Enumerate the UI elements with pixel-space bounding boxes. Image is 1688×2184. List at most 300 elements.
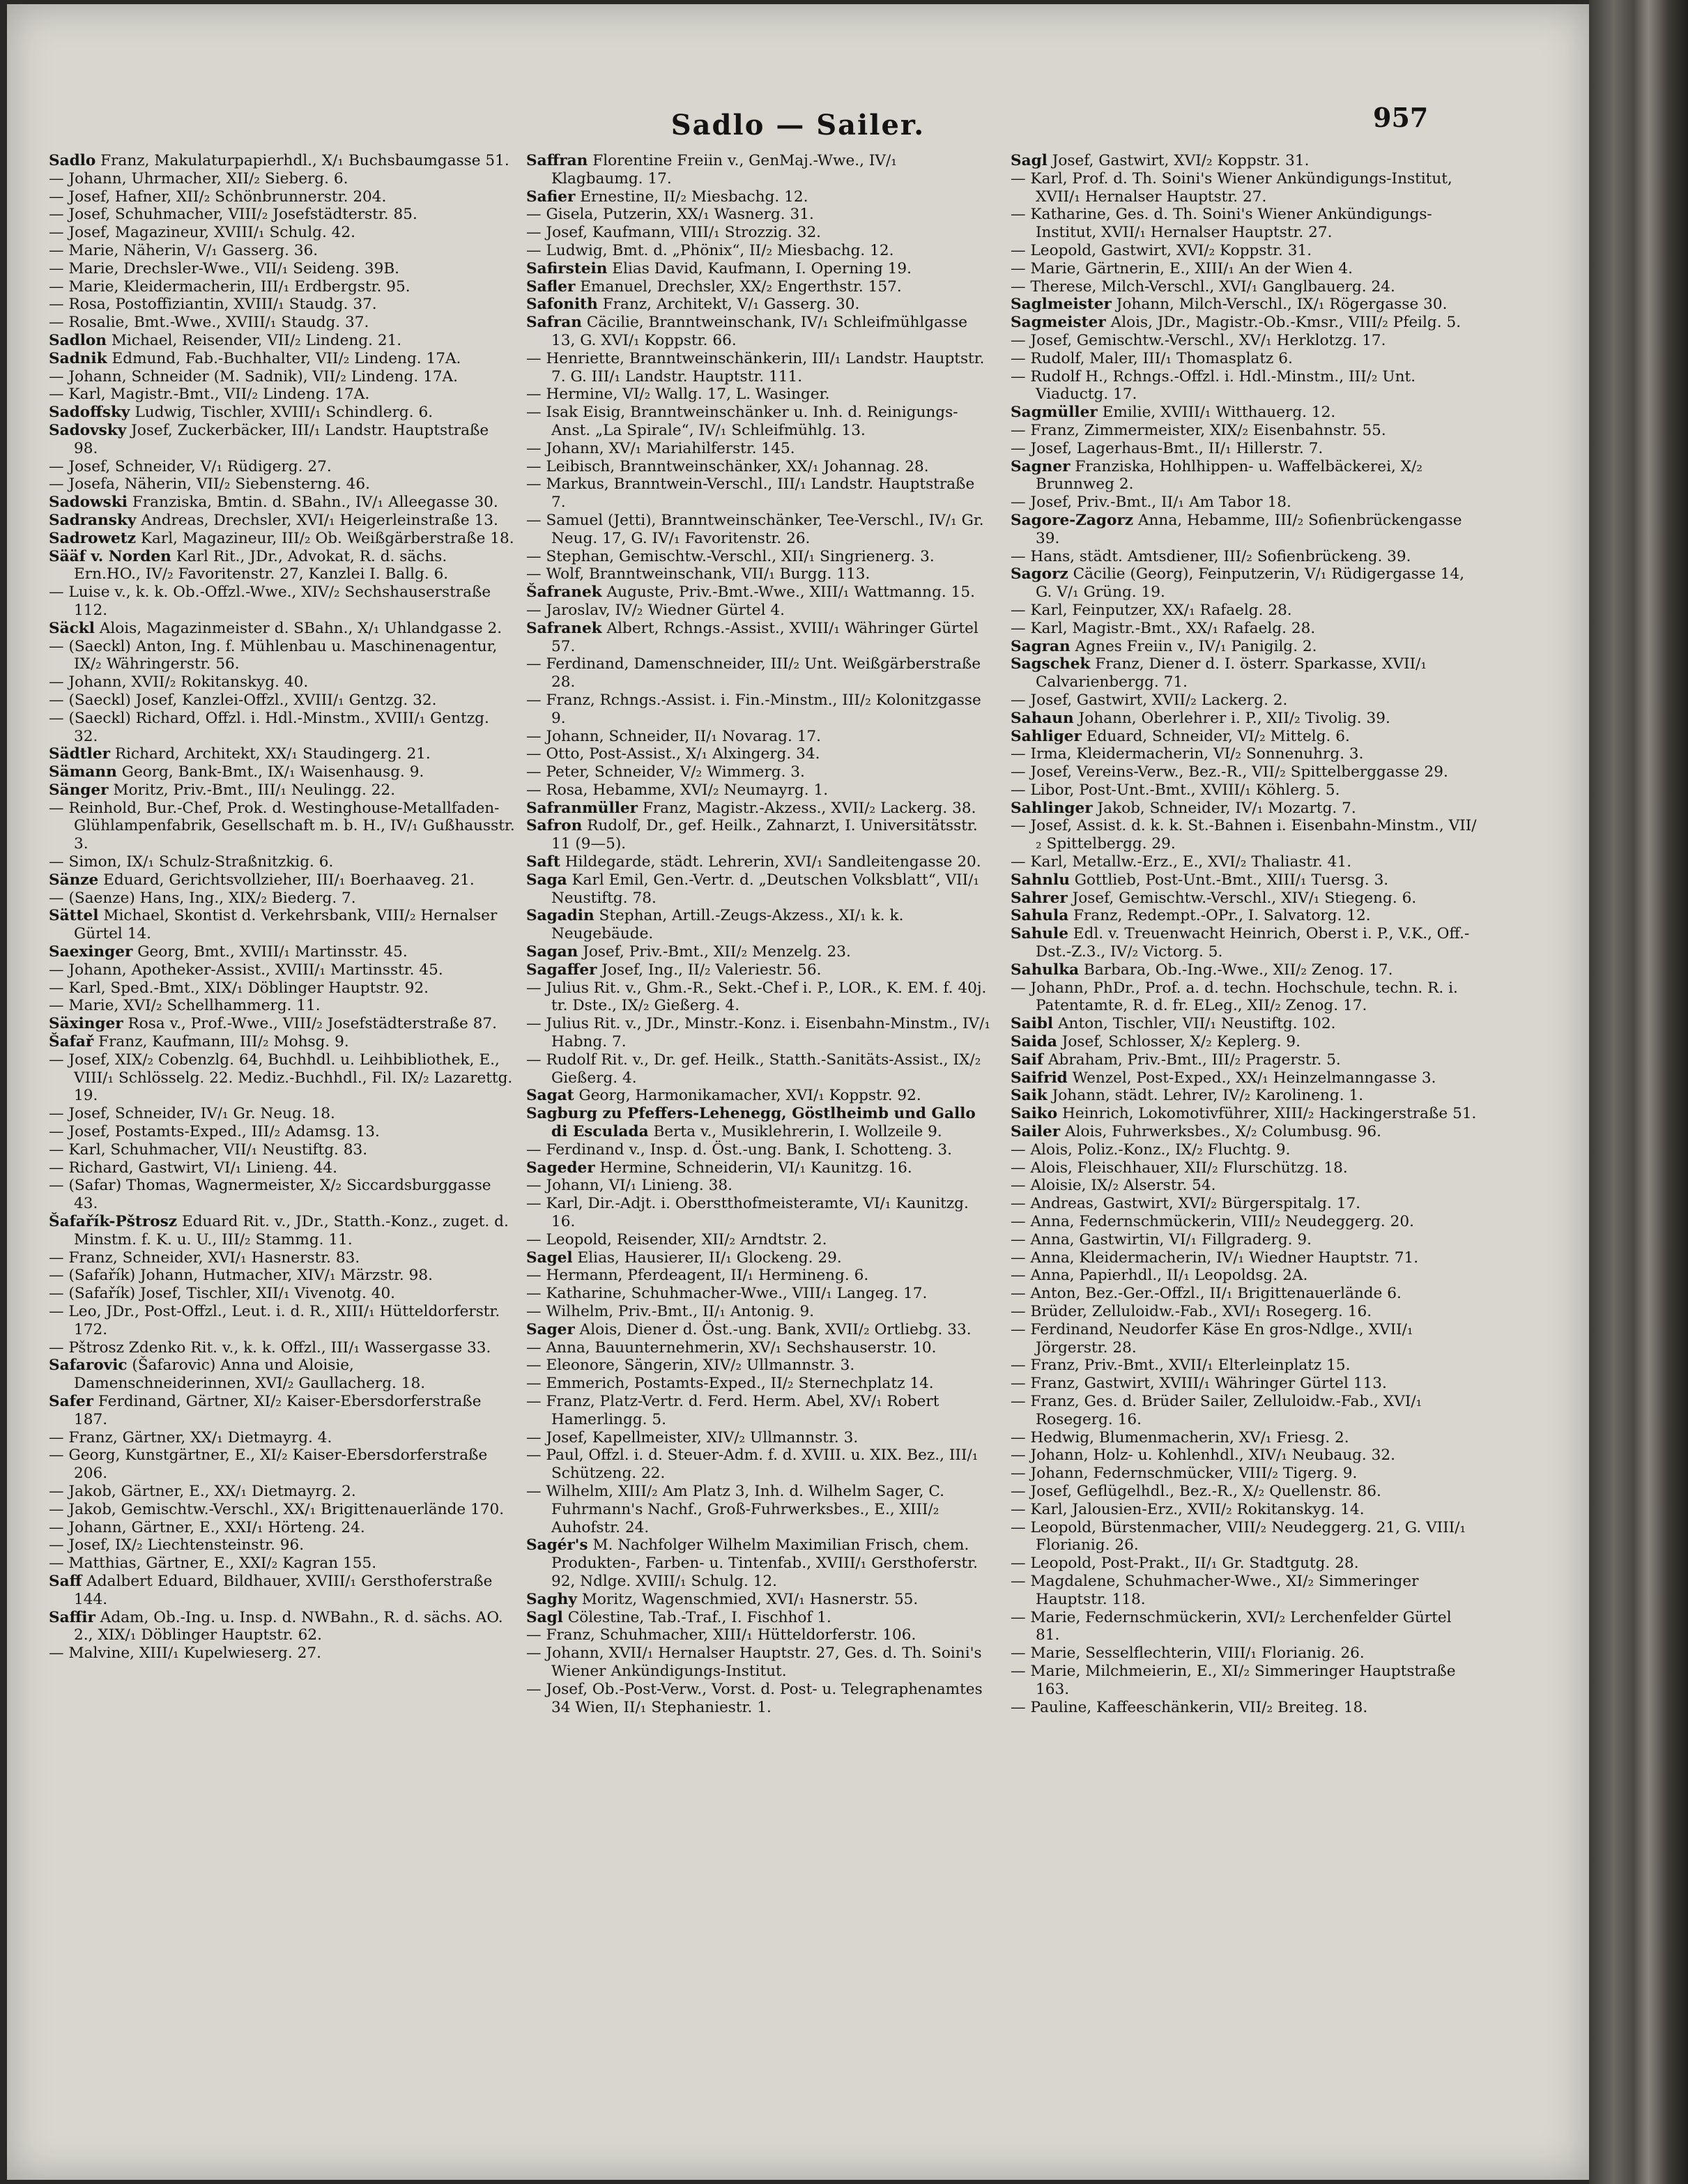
entry-details: Josef, Priv.-Bmt., XII/₂ Menzelg. 23.: [578, 943, 851, 961]
directory-entry: [526, 1644, 993, 1681]
directory-entry: [1011, 1644, 1478, 1663]
entry-surname: Sadowski: [49, 494, 128, 512]
directory-entry: [49, 1285, 516, 1303]
entry-details: — Karl, Magistr.-Bmt., VII/₂ Lindeng. 17A.: [49, 385, 370, 404]
directory-entry: [526, 728, 993, 746]
entry-details: — Wilhelm, Priv.-Bmt., II/₁ Antonig. 9.: [526, 1303, 815, 1320]
entry-surname: Sahula: [1011, 907, 1069, 925]
entry-details: — Franz, Ges. d. Brüder Sailer, Zelluloidw.-Fab., XVI/₁ Rosegerg. 16.: [1011, 1392, 1422, 1428]
directory-entry: [526, 943, 993, 961]
entry-details: — Gisela, Putzerin, XX/₁ Wasnerg. 31.: [526, 206, 814, 224]
directory-entry: [1011, 925, 1478, 961]
directory-entry: [526, 1591, 993, 1609]
directory-entry: [49, 170, 516, 188]
directory-entry: [1011, 440, 1478, 458]
entry-details: Franziska, Hohlhippen- u. Waffelbäckerei, X/₂ Brunnweg 2.: [1036, 457, 1423, 494]
directory-entry: [526, 781, 993, 800]
directory-entry: [49, 475, 516, 494]
entry-details: Anna, Hebamme, III/₂ Sofienbrückengasse 39.: [1036, 511, 1462, 547]
directory-entry: [1011, 979, 1478, 1016]
entry-surname: Saexinger: [49, 943, 133, 961]
entry-surname: Saifrid: [1011, 1069, 1068, 1087]
directory-page: [7, 4, 1589, 2180]
directory-entry: [49, 1555, 516, 1573]
entry-details: — Josef, Magazineur, XVIII/₁ Schulg. 42.: [49, 224, 356, 242]
entry-details: (Šafarovic) Anna und Aloisie, Damenschneiderinnen, XVI/₂ Gaullacherg. 18.: [74, 1357, 426, 1393]
entry-surname: Säxinger: [49, 1015, 123, 1033]
directory-entry: [49, 512, 516, 530]
entry-details: Stephan, Artill.-Zeugs-Akzess., XI/₁ k. k. Neugebäude.: [551, 907, 904, 943]
directory-entry: [49, 1267, 516, 1285]
entry-surname: Säckl: [49, 619, 95, 637]
entry-details: — Stephan, Gemischtw.-Verschl., XII/₁ Singrienerg. 3.: [526, 547, 935, 565]
entry-details: Adam, Ob.-Ing. u. Insp. d. NWBahn., R. d. sächs. AO. 2., XIX/₁ Döblinger Hauptstr. 62.: [74, 1608, 503, 1644]
entry-details: — Luise v., k. k. Ob.-Offzl.-Wwe., XIV/₂ Sechshauserstraße 112.: [49, 583, 491, 619]
entry-surname: Sääf v. Norden: [49, 547, 171, 565]
entry-surname: Sahule: [1011, 925, 1068, 943]
directory-entry: [1011, 170, 1478, 206]
directory-entry: [49, 1213, 516, 1249]
entry-details: — Anna, Gastwirtin, VI/₁ Fillgraderg. 9.: [1011, 1230, 1312, 1248]
directory-entry: [1011, 404, 1478, 422]
entry-details: — Johann, Schneider (M. Sadnik), VII/₂ Lindeng. 17A.: [49, 367, 459, 385]
entry-details: Ernestine, II/₂ Miesbachg. 12.: [575, 188, 808, 206]
directory-entry: [526, 853, 993, 871]
entry-details: Josef, Gastwirt, XVI/₂ Koppstr. 31.: [1047, 152, 1310, 169]
entry-details: — Georg, Kunstgärtner, E., XI/₂ Kaiser-Ebersdorferstraße 206.: [49, 1446, 488, 1483]
entry-surname: Sahrer: [1011, 889, 1068, 907]
entry-details: Karl Rit., JDr., Advokat, R. d. sächs. Ern.HO., IV/₂ Favoritenstr. 27, Kanzlei I. Ballg. 6.: [74, 547, 449, 583]
entry-details: — Jakob, Gemischtw.-Verschl., XX/₁ Brigittenauerlände 170.: [49, 1500, 505, 1518]
directory-entry: [49, 943, 516, 961]
entry-details: — Matthias, Gärtner, E., XXI/₂ Kagran 155.: [49, 1555, 377, 1573]
directory-entry: [1011, 152, 1478, 170]
directory-entry: [49, 692, 516, 710]
directory-entry: [49, 1609, 516, 1645]
directory-entry: [526, 763, 993, 781]
directory-entry: [49, 242, 516, 260]
entry-details: Andreas, Drechsler, XVI/₁ Heigerleinstraße 13.: [136, 511, 498, 529]
directory-entry: [526, 385, 993, 404]
directory-entry: [49, 1015, 516, 1033]
entry-details: — Karl, Prof. d. Th. Soini's Wiener Ankündigungs-Institut, XVII/₁ Hernalser Hauptstr. 27.: [1011, 169, 1452, 206]
entry-details: — Ferdinand, Damenschneider, III/₂ Unt. Weißgärberstraße 28.: [526, 655, 981, 692]
directory-entry: [526, 188, 993, 206]
entry-details: — Malvine, XIII/₁ Kupelwieserg. 27.: [49, 1644, 321, 1663]
entry-details: Georg, Bank-Bmt., IX/₁ Waisenhausg. 9.: [116, 763, 424, 781]
entry-details: — Irma, Kleidermacherin, VI/₂ Sonnenuhrg. 3.: [1011, 745, 1364, 763]
entry-details: — Josef, Kapellmeister, XIV/₂ Ullmannstr. 3.: [526, 1428, 859, 1446]
entry-details: — Emmerich, Postamts-Exped., II/₂ Sternechplatz 14.: [526, 1375, 934, 1393]
entry-details: — Johann, Schneider, II/₁ Novarag. 17.: [526, 727, 822, 745]
entry-details: — Johann, Apotheker-Assist., XVIII/₁ Martinsstr. 45.: [49, 961, 443, 979]
entry-details: Cäcilie (Georg), Feinputzerin, V/₁ Rüdigergasse 14, G. V/₁ Grüng. 19.: [1036, 565, 1465, 602]
entry-details: — Josef, Gastwirt, XVII/₂ Lackerg. 2.: [1011, 691, 1288, 709]
entry-details: Abraham, Priv.-Bmt., III/₂ Pragerstr. 5.: [1043, 1051, 1341, 1069]
entry-surname: Saiko: [1011, 1105, 1058, 1123]
directory-entry: [526, 314, 993, 350]
directory-entry: [1011, 1609, 1478, 1645]
entry-details: — Marie, XVI/₂ Schellhammerg. 11.: [49, 997, 321, 1015]
entry-details: Gottlieb, Post-Unt.-Bmt., XIII/₁ Tuersg. 3.: [1069, 871, 1389, 889]
entry-details: — Hermann, Pferdeagent, II/₁ Hermineng. 6.: [526, 1267, 869, 1285]
directory-entry: [526, 1339, 993, 1357]
entry-details: Alois, Fuhrwerksbes., X/₂ Columbusg. 96.: [1060, 1123, 1382, 1141]
entry-details: — Henriette, Branntweinschänkerin, III/₁ Landstr. Hauptstr. 7. G. III/₁ Landstr. Hauptstr. 111.: [526, 349, 985, 385]
directory-entry: [49, 260, 516, 278]
entry-details: — Leopold, Reisender, XII/₂ Arndtstr. 2.: [526, 1230, 827, 1248]
entry-details: — Karl, Jalousien-Erz., XVII/₂ Rokitanskyg. 14.: [1011, 1500, 1365, 1518]
entry-details: — Marie, Gärtnerin, E., XIII/₁ An der Wien 4.: [1011, 259, 1353, 277]
entry-details: — Eleonore, Sängerin, XIV/₂ Ullmannstr. 3.: [526, 1357, 855, 1375]
directory-entry: [49, 1429, 516, 1447]
directory-entry: [1011, 1519, 1478, 1555]
entry-surname: Saglmeister: [1011, 296, 1112, 314]
directory-entry: [1011, 1465, 1478, 1483]
entry-details: Eduard, Gerichtsvollzieher, III/₁ Boerhaaveg. 21.: [98, 871, 475, 889]
entry-surname: Safranmüller: [526, 799, 638, 817]
directory-entry: [49, 907, 516, 943]
entry-details: — Karl, Schuhmacher, VII/₁ Neustiftg. 83.: [49, 1140, 368, 1159]
directory-entry: [1011, 548, 1478, 566]
entry-details: — Franz, Priv.-Bmt., XVII/₁ Elterleinplatz 15.: [1011, 1357, 1351, 1375]
directory-entry: [1011, 655, 1478, 692]
entry-surname: Safonith: [526, 296, 598, 314]
directory-entry: [49, 1105, 516, 1123]
entry-surname: Saik: [1011, 1087, 1048, 1105]
entry-surname: Saft: [526, 853, 560, 871]
directory-entry: [49, 458, 516, 476]
directory-entry: [49, 1303, 516, 1339]
directory-entry: [49, 710, 516, 746]
entry-surname: Safron: [526, 817, 583, 835]
directory-entry: [526, 1446, 993, 1483]
directory-entry: [1011, 728, 1478, 746]
entry-details: Adalbert Eduard, Bildhauer, XVIII/₁ Gersthoferstraße 144.: [74, 1572, 493, 1608]
directory-entry: [1011, 1213, 1478, 1231]
entry-details: — Josef, Assist. d. k. k. St.-Bahnen i. Eisenbahn-Minstm., VII/₂ Spittelbergg. 29.: [1011, 817, 1477, 853]
directory-entry: [526, 1321, 993, 1339]
directory-entry: [1011, 1159, 1478, 1177]
directory-entry: [1011, 889, 1478, 908]
directory-entry: [49, 1357, 516, 1393]
directory-entry: [526, 1231, 993, 1249]
entry-details: — Josef, XIX/₂ Cobenzlg. 64, Buchhdl. u. Leihbibliothek, E., VIII/₁ Schlösselg. 22. Mediz.-Buchhdl., Fil. IX/₂ Lazarettg. 19.: [49, 1051, 513, 1105]
directory-entry: [49, 332, 516, 350]
directory-entry: [49, 1177, 516, 1213]
entry-surname: Šafranek: [526, 583, 602, 602]
entry-details: Karl Emil, Gen.-Vertr. d. „Deutschen Volksblatt“, VII/₁ Neustiftg. 78.: [551, 871, 980, 907]
directory-entry: [49, 494, 516, 512]
directory-entry: [1011, 1195, 1478, 1213]
directory-entry: [1011, 800, 1478, 818]
directory-entry: [49, 1483, 516, 1501]
directory-entry: [1011, 1141, 1478, 1159]
directory-entry: [1011, 602, 1478, 620]
directory-entry: [1011, 1321, 1478, 1357]
entry-details: Edmund, Fab.-Buchhalter, VII/₂ Lindeng. 17A.: [107, 349, 461, 367]
directory-entry: [526, 1105, 993, 1141]
entry-details: Karl, Magazineur, III/₂ Ob. Weißgärberstraße 18.: [136, 529, 514, 547]
directory-entry: [526, 1483, 993, 1536]
directory-entry: [526, 1429, 993, 1447]
entry-details: Cölestine, Tab.-Traf., I. Fischhof 1.: [562, 1608, 831, 1626]
entry-surname: Sageder: [526, 1159, 595, 1177]
directory-entry: [526, 350, 993, 386]
directory-entry: [1011, 242, 1478, 260]
directory-entry: [1011, 1123, 1478, 1141]
entry-details: Josef, Zuckerbäcker, III/₁ Landstr. Hauptstraße 98.: [74, 421, 489, 457]
entry-details: — Leopold, Gastwirt, XVI/₂ Koppstr. 31.: [1011, 241, 1312, 259]
directory-entry: [1011, 1393, 1478, 1429]
entry-details: — Anna, Kleidermacherin, IV/₁ Wiedner Hauptstr. 71.: [1011, 1248, 1419, 1267]
directory-entry: [526, 548, 993, 566]
entry-surname: Sadoffsky: [49, 404, 130, 422]
entry-surname: Safranek: [526, 619, 602, 637]
directory-entry: [49, 314, 516, 332]
entry-details: — Peter, Schneider, V/₂ Wimmerg. 3.: [526, 763, 805, 781]
entry-details: Elias David, Kaufmann, I. Operning 19.: [607, 259, 912, 277]
directory-entry: [49, 1123, 516, 1141]
entry-details: — Rosa, Postoffiziantin, XVIII/₁ Staudg. 37.: [49, 296, 377, 314]
entry-details: — (Safařík) Josef, Tischler, XII/₁ Vivenotg. 40.: [49, 1285, 396, 1303]
entry-details: Alois, Magazinmeister d. SBahn., X/₁ Uhlandgasse 2.: [94, 619, 502, 637]
directory-entry: [526, 1249, 993, 1267]
directory-entry: [526, 655, 993, 692]
directory-entry: [526, 907, 993, 943]
entry-surname: Saif: [1011, 1051, 1044, 1069]
directory-entry: [526, 692, 993, 728]
entry-details: — Josef, Gemischtw.-Verschl., XV/₁ Herklotzg. 17.: [1011, 331, 1386, 349]
directory-entry: [49, 763, 516, 781]
directory-entry: [526, 979, 993, 1016]
directory-entry: [526, 1375, 993, 1393]
directory-entry: [526, 458, 993, 476]
entry-surname: Saghy: [526, 1590, 577, 1608]
entry-details: — Josef, Hafner, XII/₂ Schönbrunnerstr. 204.: [49, 188, 387, 206]
directory-entry: [526, 1015, 993, 1051]
directory-entry: [1011, 278, 1478, 296]
directory-entry: [49, 1501, 516, 1519]
column-1: [49, 152, 516, 2139]
entry-details: — Jakob, Gärtner, E., XX/₁ Dietmayrg. 2.: [49, 1482, 356, 1500]
entry-details: — (Safařík) Johann, Hutmacher, XIV/₁ Märzstr. 98.: [49, 1267, 433, 1285]
entry-details: — Josef, IX/₂ Liechtensteinstr. 96.: [49, 1536, 305, 1555]
entry-details: — Brüder, Zelluloidw.-Fab., XVI/₁ Rosegerg. 16.: [1011, 1303, 1372, 1320]
directory-entry: [49, 350, 516, 368]
directory-entry: [49, 548, 516, 584]
directory-entry: [1011, 745, 1478, 763]
entry-details: Franz, Magistr.-Akzess., XVII/₂ Lackerg. 38.: [638, 799, 976, 817]
directory-entry: [526, 1393, 993, 1429]
directory-entry: [1011, 314, 1478, 332]
entry-details: — Johann, XVII/₁ Hernalser Hauptstr. 27, Ges. d. Th. Soini's Wiener Ankündigungs-Institut.: [526, 1644, 982, 1680]
directory-entry: [526, 296, 993, 314]
directory-entry: [49, 583, 516, 620]
directory-entry: [49, 889, 516, 908]
entry-details: Heinrich, Lokomotivführer, XIII/₂ Hackingerstraße 51.: [1057, 1105, 1477, 1123]
entry-details: — Karl, Dir.-Adjt. i. Oberstthofmeisteramte, VI/₁ Kaunitzg. 16.: [526, 1195, 969, 1231]
directory-entry: [49, 385, 516, 404]
directory-entry: [1011, 1267, 1478, 1285]
entry-details: Emanuel, Drechsler, XX/₂ Engerthstr. 157.: [575, 277, 902, 296]
directory-entry: [1011, 1087, 1478, 1105]
directory-entry: [49, 961, 516, 979]
directory-entry: [526, 278, 993, 296]
entry-details: — Pauline, Kaffeeschänkerin, VII/₂ Breiteg. 18.: [1011, 1698, 1368, 1716]
page-number: 957: [1373, 102, 1429, 133]
entry-details: Barbara, Ob.-Ing.-Wwe., XII/₂ Zenog. 17.: [1079, 961, 1393, 979]
entry-details: — Johann, Gärtner, E., XXI/₁ Hörteng. 24.: [49, 1518, 365, 1536]
entry-details: Cäcilie, Branntweinschank, IV/₁ Schleifmühlgasse 13, G. XVI/₁ Koppstr. 66.: [551, 314, 967, 349]
entry-details: — Karl, Metallw.-Erz., E., XVI/₂ Thaliastr. 41.: [1011, 853, 1352, 871]
directory-entry: [1011, 1483, 1478, 1501]
directory-entry: [526, 1357, 993, 1375]
directory-entry: [526, 961, 993, 979]
entry-details: Berta v., Musiklehrerin, I. Wollzeile 9.: [648, 1123, 942, 1141]
directory-entry: [526, 1626, 993, 1644]
entry-surname: Saffir: [49, 1608, 95, 1626]
entry-surname: Sahaun: [1011, 709, 1074, 727]
directory-entry: [1011, 1446, 1478, 1465]
directory-entry: [1011, 1357, 1478, 1375]
entry-details: M. Nachfolger Wilhelm Maximilian Frisch, chem. Produkten-, Farben- u. Tintenfab., XVIII/₁ Gersthoferstr. 92, Ndlge. XVIII/₁ Schulg. 12.: [551, 1536, 978, 1590]
entry-details: Josef, Gemischtw.-Verschl., XIV/₁ Stiegeng. 6.: [1067, 889, 1417, 907]
directory-entry: [49, 1573, 516, 1609]
entry-details: — Ferdinand, Neudorfer Käse En gros-Ndlge., XVII/₁ Jörgerstr. 28.: [1011, 1320, 1413, 1357]
directory-entry: [1011, 1375, 1478, 1393]
directory-entry: [49, 1446, 516, 1483]
entry-details: — Marie, Sesselflechterin, VIII/₁ Florianig. 26.: [1011, 1644, 1365, 1663]
directory-entry: [1011, 1429, 1478, 1447]
directory-entry: [1011, 1555, 1478, 1573]
entry-details: — Johann, Uhrmacher, XII/₂ Sieberg. 6.: [49, 169, 348, 188]
entry-details: — Josef, Schuhmacher, VIII/₂ Josefstädterstr. 85.: [49, 206, 417, 224]
entry-details: — Josef, Postamts-Exped., III/₂ Adamsg. 13.: [49, 1123, 380, 1141]
entry-details: — Karl, Feinputzer, XX/₁ Rafaelg. 28.: [1011, 601, 1292, 619]
entry-details: — Franz, Platz-Vertr. d. Ferd. Herm. Abel, XV/₁ Robert Hamerlingg. 5.: [526, 1392, 939, 1428]
entry-details: — Wolf, Branntweinschank, VII/₁ Burgg. 113.: [526, 565, 870, 583]
directory-entry: [1011, 1033, 1478, 1051]
directory-entry: [1011, 1501, 1478, 1519]
directory-entry: [1011, 763, 1478, 781]
entry-details: — Simon, IX/₁ Schulz-Straßnitzkig. 6.: [49, 853, 334, 871]
entry-surname: Sagel: [526, 1248, 573, 1267]
directory-entry: [1011, 1699, 1478, 1717]
entry-details: — Rudolf Rit. v., Dr. gef. Heilk., Statth.-Sanitäts-Assist., IX/₂ Gießerg. 4.: [526, 1051, 981, 1087]
entry-surname: Sämann: [49, 763, 117, 781]
entry-details: — Isak Eisig, Branntweinschänker u. Inh. d. Reinigungs-Anst. „La Spirale“, IV/₁ Schleifmühlg. 13.: [526, 404, 958, 439]
directory-entry: [1011, 871, 1478, 889]
directory-entry: [526, 152, 993, 188]
directory-entry: [1011, 1249, 1478, 1267]
entry-details: Rudolf, Dr., gef. Heilk., Zahnarzt, I. Universitätsstr. 11 (9—5).: [551, 817, 978, 853]
directory-entry: [526, 242, 993, 260]
entry-details: — Marie, Drechsler-Wwe., VII/₁ Seideng. 39B.: [49, 259, 400, 277]
entry-details: — Johann, XV/₁ Mariahilferstr. 145.: [526, 439, 795, 457]
entry-surname: Saff: [49, 1572, 82, 1590]
directory-entry: [49, 188, 516, 206]
entry-details: Moritz, Priv.-Bmt., III/₁ Neulingg. 22.: [108, 781, 396, 799]
directory-entry: [49, 745, 516, 763]
directory-entry: [1011, 907, 1478, 925]
entry-details: Florentine Freiin v., GenMaj.-Wwe., IV/₁ Klagbaumg. 17.: [551, 152, 897, 188]
entry-surname: Safarovic: [49, 1357, 128, 1375]
entry-details: — Jaroslav, IV/₂ Wiedner Gürtel 4.: [526, 601, 785, 619]
directory-entry: [526, 871, 993, 908]
directory-entry: [1011, 620, 1478, 638]
entry-details: Franz, Makulaturpapierhdl., X/₁ Buchsbaumgasse 51.: [95, 152, 509, 169]
column-3: [1011, 152, 1478, 2139]
entry-details: — Franz, Gärtner, XX/₁ Dietmayrg. 4.: [49, 1428, 332, 1446]
entry-details: — Hermine, VI/₂ Wallg. 17, L. Wasinger.: [526, 385, 830, 404]
entry-details: — Franz, Rchngs.-Assist. i. Fin.-Minstm., III/₂ Kolonitzgasse 9.: [526, 691, 981, 727]
directory-entry: [1011, 260, 1478, 278]
entry-details: — (Safar) Thomas, Wagnermeister, X/₂ Siccardsburggasse 43.: [49, 1177, 491, 1213]
entry-details: — Josef, Kaufmann, VIII/₁ Strozzig. 32.: [526, 224, 822, 242]
directory-entry: [526, 224, 993, 242]
entry-details: Ferdinand, Gärtner, XI/₂ Kaiser-Ebersdorferstraße 187.: [74, 1392, 482, 1428]
directory-entry: [1011, 494, 1478, 512]
entry-details: — Franz, Gastwirt, XVIII/₁ Währinger Gürtel 113.: [1011, 1375, 1387, 1393]
directory-entry: [526, 260, 993, 278]
entry-details: — Franz, Schneider, XVI/₁ Hasnerstr. 83.: [49, 1248, 360, 1267]
entry-details: — Franz, Zimmermeister, XIX/₂ Eisenbahnstr. 55.: [1011, 421, 1386, 439]
directory-entry: [49, 800, 516, 853]
entry-surname: Sagl: [1011, 152, 1048, 169]
directory-entry: [49, 1644, 516, 1663]
directory-entry: [49, 1249, 516, 1267]
entry-details: — Otto, Post-Assist., X/₁ Alxingerg. 34.: [526, 745, 820, 763]
entry-surname: Sänze: [49, 871, 99, 889]
directory-entry: [49, 1159, 516, 1177]
directory-entry: [526, 440, 993, 458]
entry-details: Michael, Reisender, VII/₂ Lindeng. 21.: [107, 331, 402, 349]
entry-details: Anton, Tischler, VII/₁ Neustiftg. 102.: [1053, 1015, 1336, 1033]
entry-details: — Marie, Milchmeierin, E., XI/₂ Simmeringer Hauptstraße 163.: [1011, 1662, 1456, 1698]
entry-surname: Sadransky: [49, 511, 137, 529]
directory-entry: [526, 1177, 993, 1195]
entry-surname: Safer: [49, 1392, 93, 1410]
directory-entry: [49, 1339, 516, 1357]
directory-entry: [49, 404, 516, 422]
directory-entry: [1011, 1573, 1478, 1609]
book-edge: [1589, 0, 1688, 2184]
directory-entry: [526, 1159, 993, 1177]
directory-entry: [526, 1267, 993, 1285]
entry-details: — Johann, Holz- u. Kohlenhdl., XIV/₁ Neubaug. 32.: [1011, 1446, 1396, 1465]
entry-surname: Sagadin: [526, 907, 594, 925]
directory-entry: [49, 1519, 516, 1537]
directory-entry: [49, 530, 516, 548]
entry-details: — Therese, Milch-Verschl., XVI/₁ Ganglbauerg. 24.: [1011, 277, 1395, 296]
directory-entry: [1011, 1105, 1478, 1123]
directory-entry: [49, 296, 516, 314]
entry-details: Eduard, Schneider, VI/₂ Mittelg. 6.: [1081, 727, 1350, 745]
entry-details: Wenzel, Post-Exped., XX/₁ Heinzelmanngasse 3.: [1067, 1069, 1436, 1087]
entry-details: — Anna, Federnschmückerin, VIII/₂ Neudeggerg. 20.: [1011, 1213, 1414, 1231]
entry-details: — Ferdinand v., Insp. d. Öst.-ung. Bank, I. Schotteng. 3.: [526, 1140, 953, 1159]
entry-surname: Sagran: [1011, 637, 1071, 655]
entry-details: Georg, Bmt., XVIII/₁ Martinsstr. 45.: [132, 943, 408, 961]
entry-surname: Šafařík-Pštrosz: [49, 1213, 178, 1231]
directory-entry: [1011, 781, 1478, 800]
directory-entry: [1011, 565, 1478, 602]
directory-entry: [526, 404, 993, 440]
entry-details: — (Saenze) Hans, Ing., XIX/₂ Biederg. 7.: [49, 889, 356, 907]
entry-details: Edl. v. Treuenwacht Heinrich, Oberst i. P., V.K., Off.-Dst.-Z.3., IV/₂ Victorg. 5.: [1036, 925, 1470, 961]
entry-surname: Šafař: [49, 1033, 94, 1051]
